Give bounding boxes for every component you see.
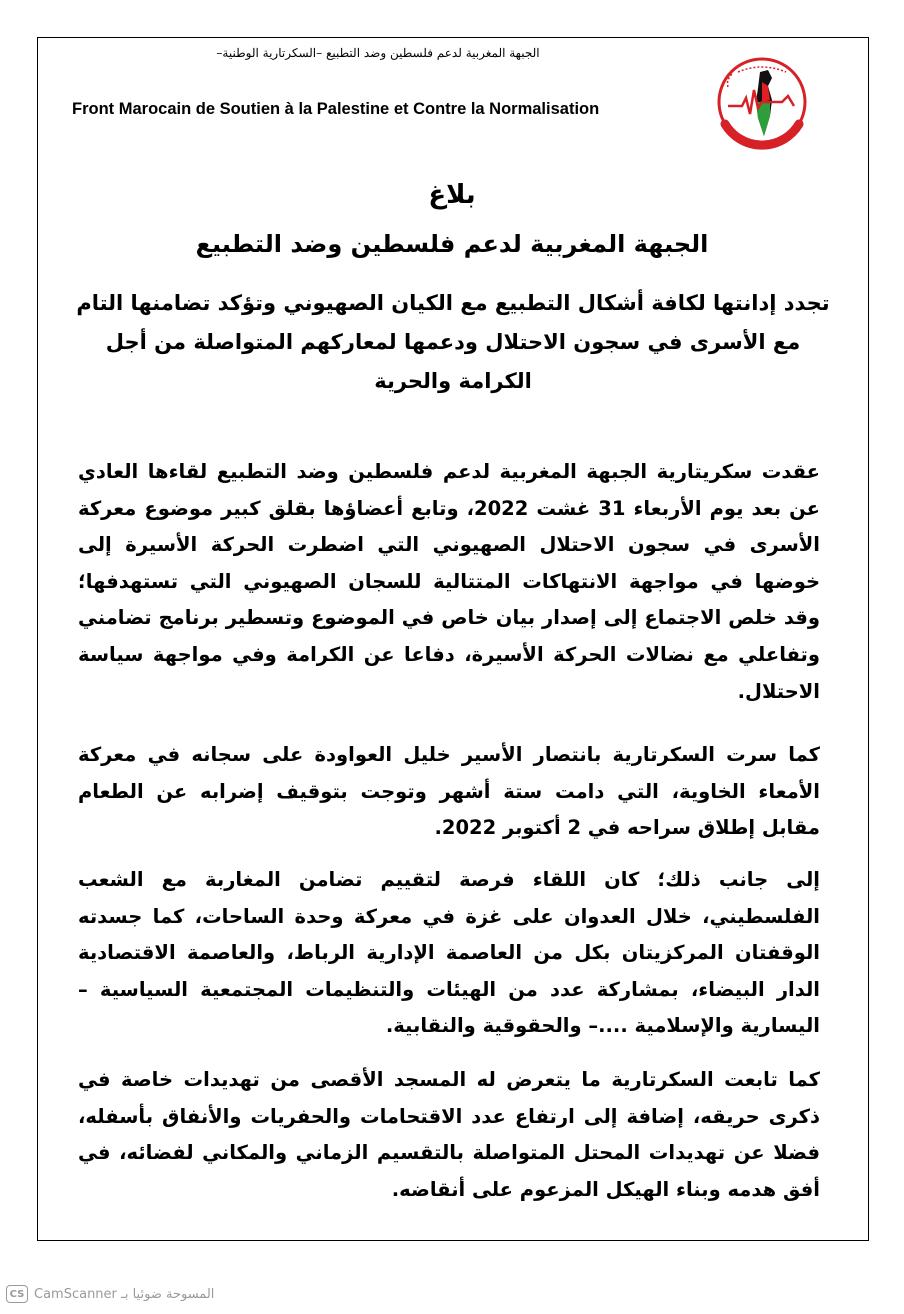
palestine-map-heartbeat-icon (698, 42, 826, 166)
document-issuer: الجبهة المغربية لدعم فلسطين وضد التطبيع (195, 230, 709, 258)
camscanner-watermark (6, 1284, 214, 1304)
camscanner-text: المسوحة ضوئيا بـ CamScanner (34, 1286, 215, 1302)
body-paragraph: عقدت سكريتارية الجبهة المغربية لدعم فلسطين وضد التطبيع لقاءها العادي عن بعد يوم الأربعاء 31 غشت 2022، وتابع أعضاؤها بقلق كبير موضوع معركة الأسرى في سجون الاحتلال الصهيوني التي اضطرت الحركة الأسيرة إلى خوضها في مواجهة الانتهاكات المتتالية للسجان الصهيوني التي تستهدفها؛ وقد خلص الاجتماع إلى إصدار بيان خاص في الموضوع وتسطير برنامج تضامني وتفاعلي مع نضالات الحركة الأسيرة، دفاعا عن الكرامة وفي مواجهة سياسة الاحتلال. (78, 460, 821, 703)
body-paragraph: كما سرت السكرتارية بانتصار الأسير خليل العواودة على سجانه في معركة الأمعاء الخاوية، التي دامت ستة أشهر وتوجت بتوقيف إضرابه عن الطعام مقابل إطلاق سراحه في 2 أكتوبر 2022. (78, 743, 820, 840)
document-subtitle: تجدد إدانتها لكافة أشكال التطبيع مع الكيان الصهيوني وتؤكد تضامنها التام مع الأسرى في سجون الاحتلال ودعمها لمعاركهم المتواصلة من أجل الكرامة والحرية (76, 291, 830, 393)
camscanner-logo-icon: CS (6, 1285, 28, 1303)
header-french-org: Front Marocain de Soutien à la Palestine et Contre la Normalisation (72, 100, 600, 118)
body-paragraph: كما تابعت السكرتارية ما يتعرض له المسجد الأقصى من تهديدات خاصة في ذكرى حريقه، إضافة إلى ارتفاع عدد الاقتحامات والحفريات والأنفاق بأسفله، فضلا عن تهديدات المحتل المتواصلة بالتقسيم الزماني والمكاني لفضائه، في أفق هدمه وبناء الهيكل المزعوم على أنقاضه. (78, 1068, 820, 1201)
body-paragraph: إلى جانب ذلك؛ كان اللقاء فرصة لتقييم تضامن المغاربة مع الشعب الفلسطيني، خلال العدوان على غزة في معركة وحدة الساحات، كما جسدته الوقفتان المركزيتان بكل من العاصمة الإدارية الرباط، والعاصمة الاقتصادية الدار البيضاء، بمشاركة عدد من الهيئات والتنظيمات المجتمعية السياسية – اليسارية والإسلامية ....– والحقوقية والنقابية. (78, 868, 820, 1038)
organization-logo (698, 42, 826, 166)
document-title: بلاغ (428, 180, 476, 210)
header-arabic-org: الجبهة المغربية لدعم فلسطين وضد التطبيع –السكرتارية الوطنية– (216, 46, 540, 60)
